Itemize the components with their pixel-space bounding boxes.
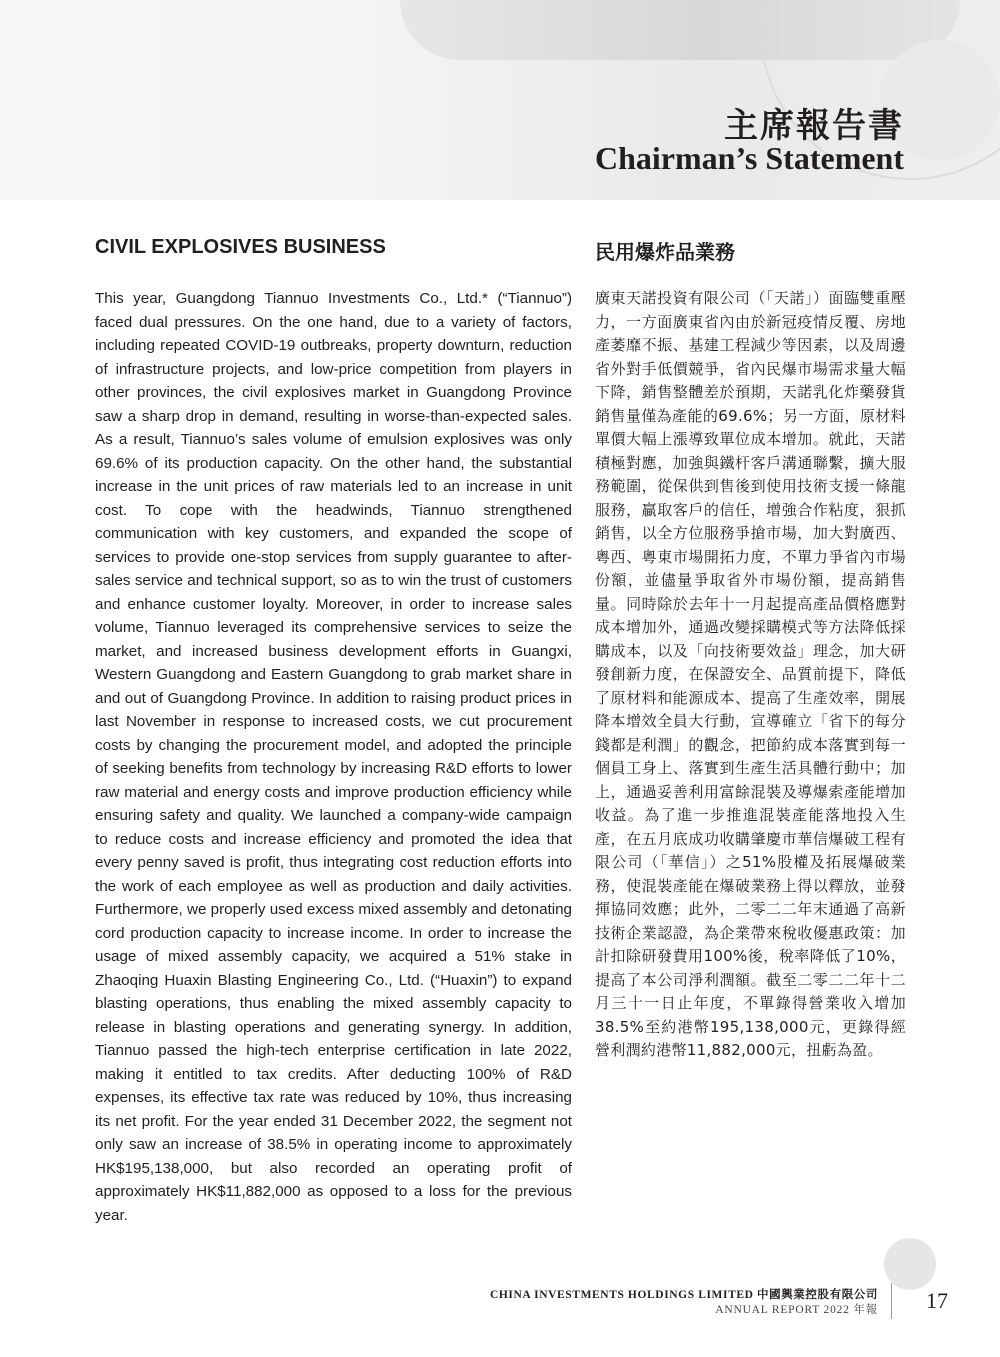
page-number: 17: [926, 1288, 948, 1313]
section-heading-chinese: 民用爆炸品業務: [595, 240, 735, 264]
footer-divider: [891, 1283, 892, 1319]
page-title-english: Chairman’s Statement: [595, 140, 904, 176]
page-title-chinese: 主席報告書: [724, 106, 904, 146]
footer-company-name: CHINA INVESTMENTS HOLDINGS LIMITED 中國興業控股有限公司: [489, 1289, 878, 1301]
footer-report-title: ANNUAL REPORT 2022 年報: [715, 1304, 878, 1316]
section-heading-english: CIVIL EXPLOSIVES BUSINESS: [95, 236, 386, 258]
body-text-english: This year, Guangdong Tiannuo Investments Co., Ltd.* (“Tiannuo”) faced dual pressures. On the one hand, due to a variety of factors, including repeated COVID-19 outbreaks, property downturn, reduction of infrastructure projects, and low-price competition from players in other provinces, the civil explosives market in Guangdong Province saw a sharp drop in demand, resulting in worse-than-expected sales. As a result, Tiannuo’s sales volume of emulsion explosives was only 69.6% of its production capacity. On the other hand, the substantial increase in the unit prices of raw materials led to an increase in unit cost. To cope with the headwinds, Tiannuo strengthened communication with key customers, and expanded the scope of services to provide one-stop services from supply guarantee to after-sales service and technical support, so as to win the trust of customers and enhance customer loyalty. Moreover, in order to increase sales volume, Tiannuo leveraged its comprehensive services to seize the market, and increased business development efforts in Guangxi, Western Guangdong and Eastern Guangdong to grab market share in and out of Guangdong Province. In addition to raising product prices in last November in response to increased costs, we cut procurement costs by changing the procurement model, and adopted the principle of seeking benefits from technology by increasing R&D efforts to lower raw material and energy costs and improve production efficiency while ensuring safety and quality. We launched a company-wide campaign to reduce costs and increase efficiency and promoted the idea that every penny saved is profit, thus integrating cost reduction efforts into the work of each employee as well as production and daily activities. Furthermore, we properly used excess mixed assembly and detonating cord production capacity to increase income. In order to increase the usage of mixed assembly capacity, we acquired a 51% stake in Zhaoqing Huaxin Blasting Engineering Co., Ltd. (“Huaxin”) to expand blasting operations, thus enabling the mixed assembly capacity to release in blasting operations and generating synergy. In addition, Tiannuo passed the high-tech enterprise certification in late 2022, making it entitled to tax credits. After deducting 100% of R&D expenses, its effective tax rate was reduced by 10%, thus increasing its net profit. For the year ended 31 December 2022, the segment not only saw an increase of 38.5% in operating income to approximately HK$195,138,000, but also recorded an operating profit of approximately HK$11,882,000 as opposed to a loss for the previous year.: [95, 290, 572, 1224]
body-text-chinese: 廣東天諾投資有限公司（「天諾」）面臨雙重壓力，一方面廣東省內由於新冠疫情反覆、房地產萎靡不振、基建工程減少等因素，以及周邊省外對手低價競爭，省內民爆市場需求量大幅下降，銷售整體差於預期，天諾乳化炸藥發貨銷售量僅為產能的69.6%；另一方面，原材料單價大幅上漲導致單位成本增加。就此，天諾積極對應，加強與鐵杆客戶溝通聯繫，擴大服務範圍，從保供到售後到使用技術支援一條龍服務，贏取客戶的信任，增強合作粘度，狠抓銷售，以全方位服務爭搶市場，加大對廣西、粵西、粵東市場開拓力度，不單力爭省內市場份額，並儘量爭取省外市場份額，提高銷售量。同時除於去年十一月起提高產品價格應對成本增加外，通過改變採購模式等方法降低採購成本，以及「向技術要效益」理念，加大研發創新力度，在保證安全、品質前提下，降低了原材料和能源成本、提高了生產效率，開展降本增效全員大行動，宣導確立「省下的每分錢都是利潤」的觀念，把節約成本落實到每一個員工身上、落實到生產生活具體行動中；加上，通過妥善利用富餘混裝及導爆索產能增加收益。為了進一步推進混裝產能落地投入生產，在五月底成功收購肇慶市華信爆破工程有限公司（「華信」）之51%股權及拓展爆破業務，使混裝產能在爆破業務上得以釋放，並發揮協同效應；此外，二零二二年末通過了高新技術企業認證，為企業帶來稅收優惠政策：加計扣除研發費用100%後，稅率降低了10%，提高了本公司淨利潤額。截至二零二二年十二月三十一日止年度，不單錄得營業收入增加38.5%至約港幣195,138,000元，更錄得經營利潤約港幣11,882,000元，扭虧為盈。: [595, 289, 906, 1059]
